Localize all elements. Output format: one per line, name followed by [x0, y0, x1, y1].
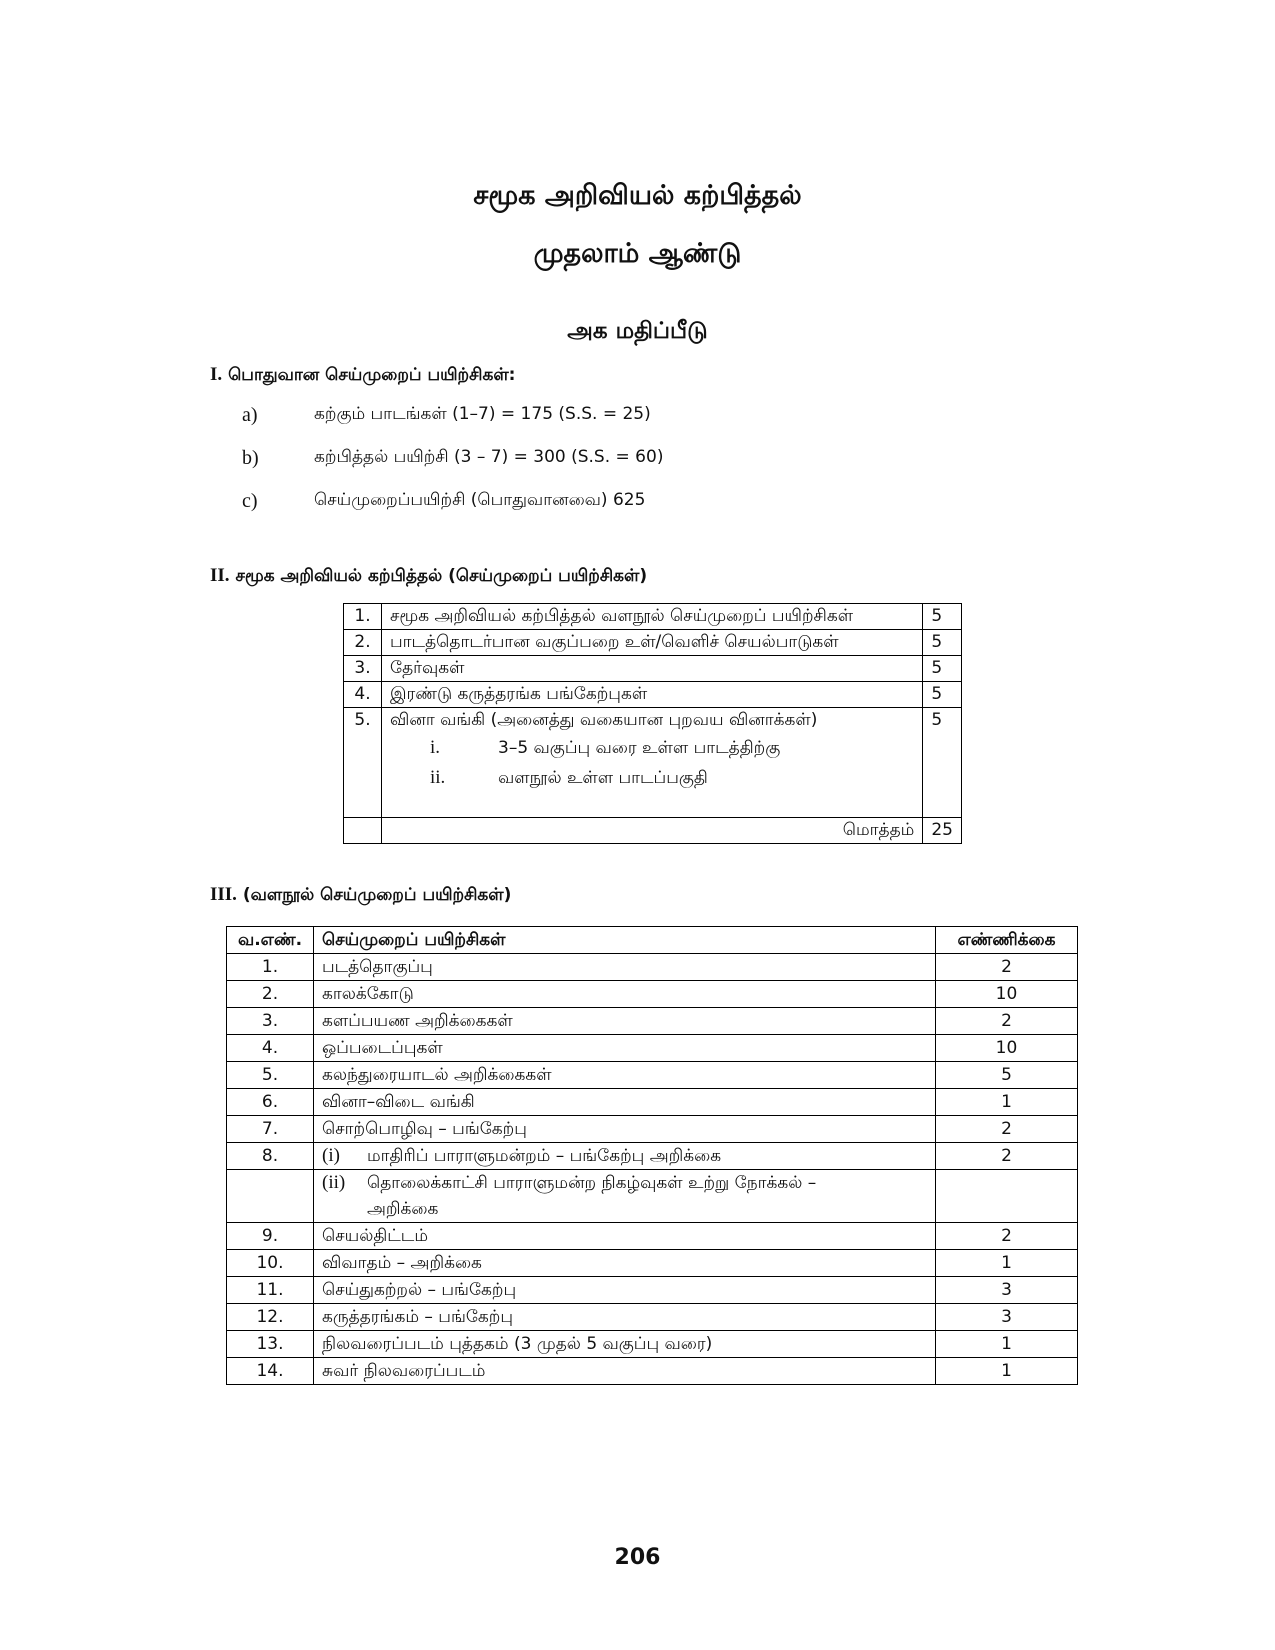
row-text-continued: அறிக்கை: [367, 1199, 439, 1219]
row-text-with-sub: [314, 1143, 936, 1170]
row-text: பாடத்தொடர்பான வகுப்பறை உள்/வெளிச் செயல்பாடுகள்: [382, 630, 923, 656]
table-header-row: [227, 927, 1078, 954]
sub-item-label: (ii): [322, 1172, 346, 1193]
row-number: 4.: [227, 1035, 314, 1062]
table-row: [227, 1116, 1078, 1143]
table-row: [227, 954, 1078, 981]
total-value: 25: [923, 818, 962, 844]
row-text: சொற்பொழிவு – பங்கேற்பு: [314, 1116, 936, 1143]
row-number: 5.: [227, 1062, 314, 1089]
section-2-heading: [210, 565, 647, 588]
row-count: 2: [936, 1008, 1078, 1035]
row-number: 2.: [227, 981, 314, 1008]
row-text: சுவர் நிலவரைப்படம்: [314, 1358, 936, 1385]
row-text: ஒப்படைப்புகள்: [314, 1035, 936, 1062]
row-number: 11.: [227, 1277, 314, 1304]
table-row: [227, 1358, 1078, 1385]
row-count: 1: [936, 1358, 1078, 1385]
table-row: [227, 981, 1078, 1008]
sub-item-text: 3–5 வகுப்பு வரை உள்ள பாடத்திற்கு: [498, 738, 781, 758]
year-subtitle: முதலாம் ஆண்டு: [533, 238, 742, 269]
sub-item: [390, 733, 914, 763]
row-number: 4.: [344, 682, 382, 708]
row-number: 1.: [227, 954, 314, 981]
row-marks: 5: [923, 604, 962, 630]
list-item-text: செய்முறைப்பயிற்சி (பொதுவானவை) 625: [314, 490, 646, 510]
total-label: மொத்தம்: [382, 818, 923, 844]
row-count: 2: [936, 1116, 1078, 1143]
section-2-title: சமூக அறிவியல் கற்பித்தல் (செய்முறைப் பயிற்சிகள்): [235, 566, 648, 586]
row-number: 2.: [344, 630, 382, 656]
row-text-with-subs: [382, 708, 923, 818]
section-3-title: (வளநூல் செய்முறைப் பயிற்சிகள்): [242, 885, 512, 905]
row-count: 3: [936, 1277, 1078, 1304]
row-text: விவாதம் – அறிக்கை: [314, 1250, 936, 1277]
row-text: சமூக அறிவியல் கற்பித்தல் வளநூல் செய்முறைப் பயிற்சிகள்: [382, 604, 923, 630]
row-text: காலக்கோடு: [314, 981, 936, 1008]
row-number: 3.: [344, 656, 382, 682]
row-text: இரண்டு கருத்தரங்க பங்கேற்புகள்: [382, 682, 923, 708]
row-text: மாதிரிப் பாராளுமன்றம் – பங்கேற்பு அறிக்கை: [367, 1146, 722, 1166]
list-item-label: a): [242, 404, 258, 426]
row-marks: 5: [923, 630, 962, 656]
row-number: 12.: [227, 1304, 314, 1331]
row-count: 5: [936, 1062, 1078, 1089]
table-row: [227, 1143, 1078, 1170]
row-number: 6.: [227, 1089, 314, 1116]
row-text: வினா–விடை வங்கி: [314, 1089, 936, 1116]
column-header-count: எண்ணிக்கை: [936, 927, 1078, 954]
row-number: 8.: [227, 1143, 314, 1170]
row-count: 1: [936, 1250, 1078, 1277]
column-header-serial: வ.எண்.: [227, 927, 314, 954]
total-row: [344, 818, 962, 844]
row-count: 10: [936, 981, 1078, 1008]
sub-item: [390, 763, 914, 793]
empty-cell: [344, 818, 382, 844]
table-row: [344, 604, 962, 630]
column-header-practicals: செய்முறைப் பயிற்சிகள்: [314, 927, 936, 954]
row-count: 3: [936, 1304, 1078, 1331]
row-text: களப்பயண அறிக்கைகள்: [314, 1008, 936, 1035]
row-number: 10.: [227, 1250, 314, 1277]
row-count: [936, 1170, 1078, 1223]
row-text: கலந்துரையாடல் அறிக்கைகள்: [314, 1062, 936, 1089]
row-count: 1: [936, 1331, 1078, 1358]
table-row: [227, 1089, 1078, 1116]
list-item-label: b): [242, 447, 259, 469]
row-marks: 5: [923, 682, 962, 708]
page-title: சமூக அறிவியல் கற்பித்தல்: [473, 180, 802, 211]
row-number: 3.: [227, 1008, 314, 1035]
sub-item-text: வளநூல் உள்ள பாடப்பகுதி: [498, 768, 708, 788]
table-row: [227, 1223, 1078, 1250]
row-text: வினா வங்கி (அனைத்து வகையான புறவய வினாக்கள்): [390, 710, 818, 730]
table-row: [344, 682, 962, 708]
row-number: 13.: [227, 1331, 314, 1358]
row-text: தொலைக்காட்சி பாராளுமன்ற நிகழ்வுகள் உற்று நோக்கல் –: [367, 1173, 817, 1193]
section-3-number: III.: [210, 884, 237, 905]
section-1-title: பொதுவான செய்முறைப் பயிற்சிகள்:: [228, 365, 516, 385]
row-text: செய்துகற்றல் – பங்கேற்பு: [314, 1277, 936, 1304]
row-count: 10: [936, 1035, 1078, 1062]
section-1-number: I.: [210, 364, 223, 385]
row-count: 2: [936, 954, 1078, 981]
row-text: தேர்வுகள்: [382, 656, 923, 682]
row-text: கருத்தரங்கம் – பங்கேற்பு: [314, 1304, 936, 1331]
row-text-with-sub: [314, 1170, 936, 1223]
sub-item-label: (i): [322, 1145, 340, 1166]
table-row: [227, 1250, 1078, 1277]
table-row: [227, 1062, 1078, 1089]
row-number: [227, 1170, 314, 1223]
row-text: படத்தொகுப்பு: [314, 954, 936, 981]
table-row: [227, 1331, 1078, 1358]
section-3-heading: [210, 884, 511, 907]
table-row: [227, 1008, 1078, 1035]
page-number: 206: [614, 1545, 661, 1570]
row-marks: 5: [923, 656, 962, 682]
list-item-text: கற்கும் பாடங்கள் (1–7) = 175 (S.S. = 25): [314, 404, 651, 424]
row-count: 2: [936, 1223, 1078, 1250]
row-number: 7.: [227, 1116, 314, 1143]
table-row: [344, 708, 962, 818]
row-text: செயல்திட்டம்: [314, 1223, 936, 1250]
sub-item-label: ii.: [430, 767, 446, 788]
section-1-heading: [210, 364, 515, 387]
assessment-heading: அக மதிப்பீடு: [567, 318, 708, 344]
row-number: 14.: [227, 1358, 314, 1385]
table-row: [227, 1304, 1078, 1331]
row-count: 1: [936, 1089, 1078, 1116]
list-item-text: கற்பித்தல் பயிற்சி (3 – 7) = 300 (S.S. = 60): [314, 447, 664, 467]
row-number: 5.: [344, 708, 382, 818]
section-2-number: II.: [210, 565, 230, 586]
row-count: 2: [936, 1143, 1078, 1170]
sub-item-label: i.: [430, 737, 441, 758]
row-text: நிலவரைப்படம் புத்தகம் (3 முதல் 5 வகுப்பு வரை): [314, 1331, 936, 1358]
row-number: 1.: [344, 604, 382, 630]
table-row: [227, 1277, 1078, 1304]
table-row: [227, 1035, 1078, 1062]
row-number: 9.: [227, 1223, 314, 1250]
table-row: [227, 1170, 1078, 1223]
table-row: [344, 656, 962, 682]
textbook-practicals-table: [226, 926, 1078, 1385]
row-marks: 5: [923, 708, 962, 818]
practicals-marks-table: [343, 603, 962, 844]
table-row: [344, 630, 962, 656]
list-item-label: c): [242, 490, 258, 512]
